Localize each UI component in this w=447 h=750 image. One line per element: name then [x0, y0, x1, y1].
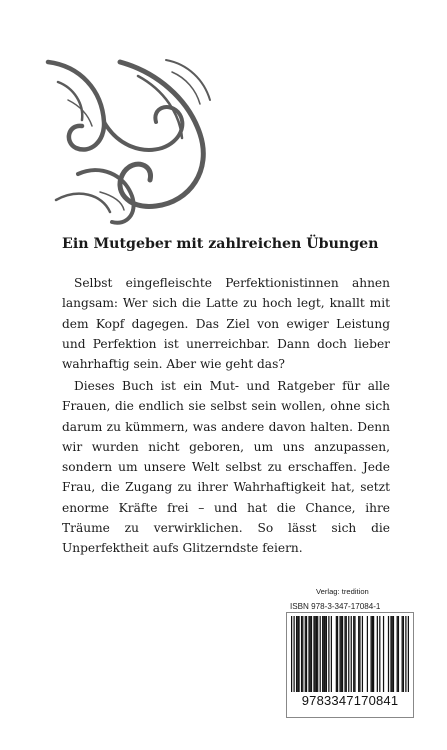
- barcode-bar: [296, 616, 297, 692]
- barcode-bar: [373, 616, 374, 692]
- barcode-bar: [408, 616, 409, 692]
- barcode-bar: [298, 616, 299, 692]
- barcode-bar: [388, 616, 389, 692]
- barcode-bar: [398, 616, 399, 692]
- barcode-bar: [291, 616, 292, 692]
- barcode-bar: [351, 616, 352, 692]
- barcode-bar: [308, 616, 309, 692]
- barcode-bar: [346, 616, 347, 692]
- blurb-paragraph-2: Dieses Buch ist ein Mut- und Ratgeber für alle Frauen, die endlich sie selbst sein wollen, ohne sich darum zu kümmern, was andere davon halten. Denn wir wurden nicht geboren, um uns anzupassen, sondern um unsere Welt selbst zu erschaffen. Jede Frau, die Zugang zu ihrer Wahrhaftigkeit hat, setzt enorme Kräfte frei – und hat die Chance, ihre Träume zu verwirklichen. So lässt sich die Unperfektheit aufs Glitzerndste feiern.: [62, 379, 390, 556]
- swirl-ornament-icon: [38, 50, 218, 228]
- barcode-bar: [393, 616, 394, 692]
- barcode-bar: [405, 616, 406, 692]
- barcode-bar: [339, 616, 340, 692]
- barcode-bar: [353, 616, 354, 692]
- barcode-bar: [320, 616, 321, 692]
- barcode-bar: [325, 616, 326, 692]
- barcode-bar: [392, 616, 393, 692]
- barcode-bar: [377, 616, 378, 692]
- barcode-bar: [362, 616, 363, 692]
- barcode-box: [286, 612, 414, 718]
- barcode-bar: [316, 616, 317, 692]
- barcode-bar: [326, 616, 327, 692]
- barcode-bar: [370, 616, 371, 692]
- barcode-bar: [390, 616, 391, 692]
- barcode-icon: [291, 616, 409, 692]
- barcode-bar: [317, 616, 318, 692]
- barcode-bar: [315, 616, 316, 692]
- back-cover-headline: Ein Mutgeber mit zahlreichen Übungen: [62, 236, 379, 252]
- barcode-bar: [297, 616, 298, 692]
- barcode-bar: [310, 616, 311, 692]
- isbn-label: ISBN 978-3-347-17084-1: [290, 602, 381, 611]
- barcode-bar: [397, 616, 398, 692]
- barcode-bar: [331, 616, 332, 692]
- barcode-bar: [372, 616, 373, 692]
- barcode-bar: [293, 616, 294, 692]
- barcode-bar: [403, 616, 404, 692]
- barcode-bar: [322, 616, 323, 692]
- barcode-bar: [342, 616, 343, 692]
- barcode-bar: [336, 616, 337, 692]
- barcode-bar: [348, 616, 349, 692]
- barcode-bar: [313, 616, 314, 692]
- barcode-bar: [383, 616, 384, 692]
- barcode-bar: [311, 616, 312, 692]
- barcode-bar: [402, 616, 403, 692]
- barcode-bar: [328, 616, 329, 692]
- barcode-bar: [358, 616, 359, 692]
- barcode-bar: [354, 616, 355, 692]
- barcode-bar: [301, 616, 302, 692]
- barcode-bar: [341, 616, 342, 692]
- barcode-bar: [379, 616, 380, 692]
- barcode-bar: [323, 616, 324, 692]
- barcode-bar: [306, 616, 307, 692]
- barcode-bar: [367, 616, 368, 692]
- blurb-paragraph-1: Selbst eingefleischte Perfektionistinnen ahnen langsam: Wer sich die Latte zu hoch legt, knallt mit dem Kopf dagegen. Das Ziel von ewiger Leistung und Perfektion ist unerreichbar. Dann doch lieber wahrhaftig sein. Aber wie geht das?: [62, 276, 390, 372]
- barcode-bar: [344, 616, 345, 692]
- barcode-number: 9783347170841: [301, 693, 399, 708]
- barcode-bar: [305, 616, 306, 692]
- barcode-bar: [302, 616, 303, 692]
- barcode-bar: [337, 616, 338, 692]
- publisher-label: Verlag: tredition: [316, 587, 369, 596]
- barcode-bar: [359, 616, 360, 692]
